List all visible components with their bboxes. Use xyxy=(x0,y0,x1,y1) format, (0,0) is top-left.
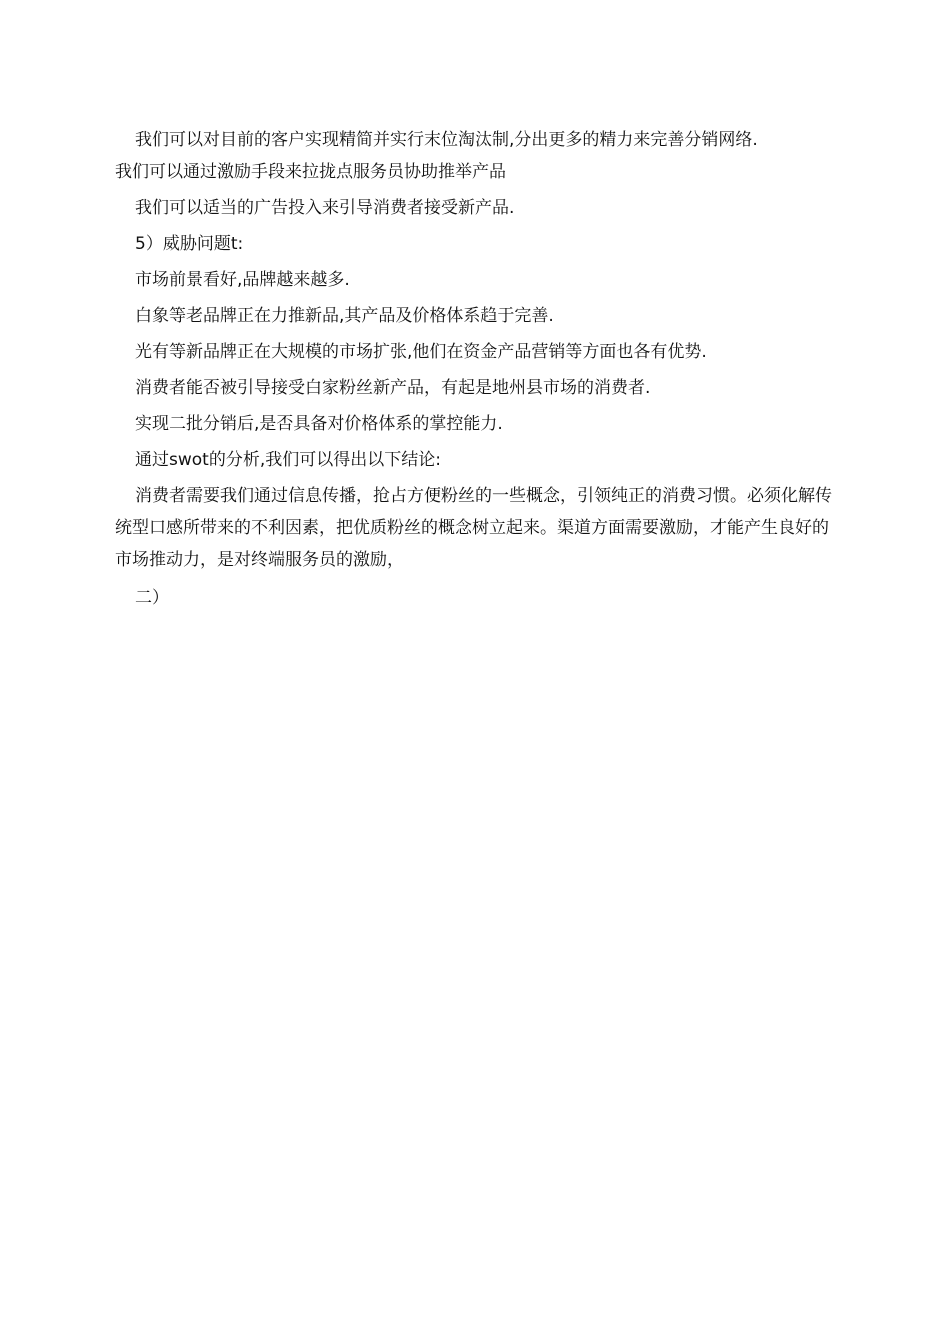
paragraph-9: 实现二批分销后,是否具备对价格体系的掌控能力. xyxy=(135,414,503,434)
paragraph-3: 我们可以适当的广告投入来引导消费者接受新产品. xyxy=(135,198,515,218)
paragraph-1: 我们可以对目前的客户实现精简并实行末位淘汰制,分出更多的精力来完善分销网络. xyxy=(135,130,758,150)
paragraph-6: 白象等老品牌正在力推新品,其产品及价格体系趋于完善. xyxy=(135,306,554,326)
document-body xyxy=(115,124,845,618)
paragraph-7: 光有等新品牌正在大规模的市场扩张,他们在资金产品营销等方面也各有优势. xyxy=(135,342,707,362)
paragraph-4-heading: 5）威胁问题t: xyxy=(135,234,244,254)
paragraph-8: 消费者能否被引导接受白家粉丝新产品，有起是地州县市场的消费者. xyxy=(135,378,651,398)
paragraph-12-section-heading: 二） xyxy=(135,588,169,608)
paragraph-2: 我们可以通过激励手段来拉拢点服务员协助推举产品 xyxy=(115,162,506,182)
paragraph-5: 市场前景看好,品牌越来越多. xyxy=(135,270,350,290)
paragraph-10: 通过swot的分析,我们可以得出以下结论: xyxy=(135,450,441,470)
paragraph-11-conclusion: 消费者需要我们通过信息传播，抢占方便粉丝的一些概念，引领纯正的消费习惯。必须化解传统型口感所带来的不利因素，把优质粉丝的概念树立起来。渠道方面需要激励，才能产生良好的市场推动力，是对终端服务员的激励， xyxy=(115,486,832,570)
